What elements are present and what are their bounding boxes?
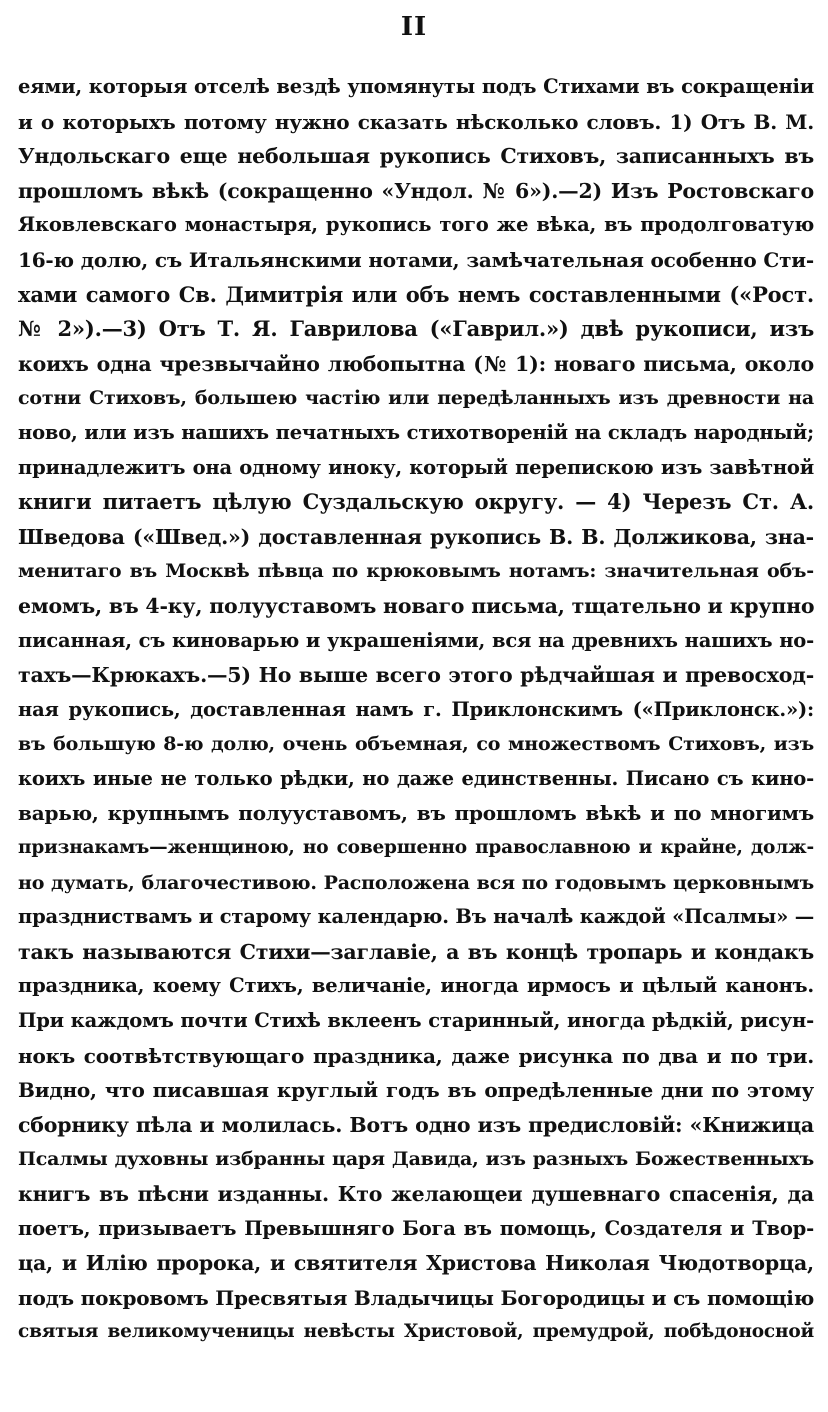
- text-line: варью, крупнымъ полууставомъ, въ прошломъ вѣкѣ и по многимъ: [18, 801, 814, 826]
- text-line: ная рукопись, доставленная намъ г. Приклонскимъ («Приклонск.»):: [18, 697, 814, 721]
- text-line: 16-ю долю, съ Итальянскими нотами, замѣчательная особенно Сти-: [18, 247, 814, 272]
- text-line: сотни Стиховъ, большею частію или передѣланныхъ изъ древности на: [18, 387, 814, 410]
- text-line: и о которыхъ потому нужно сказать нѣсколько словъ. 1) Отъ В. М.: [18, 109, 814, 134]
- text-line: книгъ въ пѣсни изданны. Кто желающеи душевнаго спасенія, да: [18, 1182, 814, 1206]
- text-line: тахъ—Крюкахъ.—5) Но выше всего этого рѣдчайшая и превосход-: [18, 663, 814, 688]
- text-line: писанная, съ киноварью и украшеніями, вся на древнихъ нашихъ но-: [18, 628, 814, 652]
- text-line: Видно, что писавшая круглый годъ въ опредѣленные дни по этому: [18, 1078, 814, 1103]
- text-line: но думать, благочестивою. Расположена вся по годовымъ церковнымъ: [18, 871, 814, 894]
- text-line: менитаго въ Москвѣ пѣвца по крюковымъ нотамъ: значительная объ-: [18, 560, 814, 583]
- body-text: [18, 70, 814, 1350]
- text-line: Яковлевскаго монастыря, рукопись того же вѣка, въ продолговатую: [18, 213, 814, 237]
- text-line: При каждомъ почти Стихѣ вклеенъ старинный, иногда рѣдкій, рисун-: [18, 1009, 814, 1033]
- text-line: ца, и Илію пророка, и святителя Христова Николая Чюдотворца,: [18, 1251, 814, 1276]
- text-line: коихъ иные не только рѣдки, но даже единственны. Писано съ кино-: [18, 766, 814, 790]
- text-line: такъ называются Стихи—заглавіе, а въ концѣ тропарь и кондакъ: [18, 939, 814, 964]
- text-line: праздника, коему Стихъ, величаніе, иногда ирмосъ и цѣлый канонъ.: [18, 974, 814, 998]
- text-line: Шведова («Швед.») доставленная рукопись В. В. Должикова, зна-: [18, 524, 814, 549]
- text-line: поетъ, призываетъ Превышняго Бога въ помощь, Создателя и Твор-: [18, 1216, 814, 1240]
- text-line: № 2»).—3) Отъ Т. Я. Гаврилова («Гаврил.») двѣ рукописи, изъ: [18, 316, 814, 342]
- text-line: святыя великомученицы невѣсты Христовой, премудрой, побѣдоносной: [18, 1321, 814, 1343]
- text-line: еями, которыя отселѣ вездѣ упомянуты подъ Стихами въ сокращеніи: [18, 75, 814, 98]
- text-line: принадлежитъ она одному иноку, который перепискою изъ завѣтной: [18, 455, 814, 479]
- text-line: прошломъ вѣкѣ (сокращенно «Ундол. № 6»).—2) Изъ Ростовскаго: [18, 178, 814, 203]
- text-line: книги питаетъ цѣлую Суздальскую округу. — 4) Черезъ Ст. А.: [18, 489, 814, 515]
- text-line: Ундольскаго еще небольшая рукопись Стиховъ, записанныхъ въ: [18, 144, 814, 169]
- text-line: нокъ соотвѣтствующаго праздника, даже рисунка по два и по три.: [18, 1043, 814, 1068]
- text-line: хами самого Св. Димитрія или объ немъ составленными («Рост.: [18, 281, 814, 307]
- text-line: сборнику пѣла и молилась. Вотъ одно изъ предисловій: «Книжица: [18, 1112, 814, 1137]
- text-line: признакамъ—женщиною, но совершенно православною и крайне, долж-: [18, 837, 814, 859]
- text-line: емомъ, въ 4-ку, полууставомъ новаго письма, тщательно и крупно: [18, 593, 814, 618]
- text-line: коихъ одна чрезвычайно любопытна (№ 1): новаго письма, около: [18, 351, 814, 376]
- page-number: II: [400, 12, 428, 42]
- text-line: Псалмы духовны избранны царя Давида, изъ разныхъ Божественныхъ: [18, 1148, 814, 1171]
- text-line: въ большую 8-ю долю, очень объемная, со множествомъ Стиховъ, изъ: [18, 733, 814, 756]
- text-line: подъ покровомъ Пресвятыя Владычицы Богородицы и съ помощію: [18, 1285, 814, 1310]
- text-line: праздниствамъ и старому календарю. Въ началѣ каждой «Псалмы» —: [18, 905, 814, 929]
- text-line: ново, или изъ нашихъ печатныхъ стихотвореній на складъ народный;: [18, 420, 814, 444]
